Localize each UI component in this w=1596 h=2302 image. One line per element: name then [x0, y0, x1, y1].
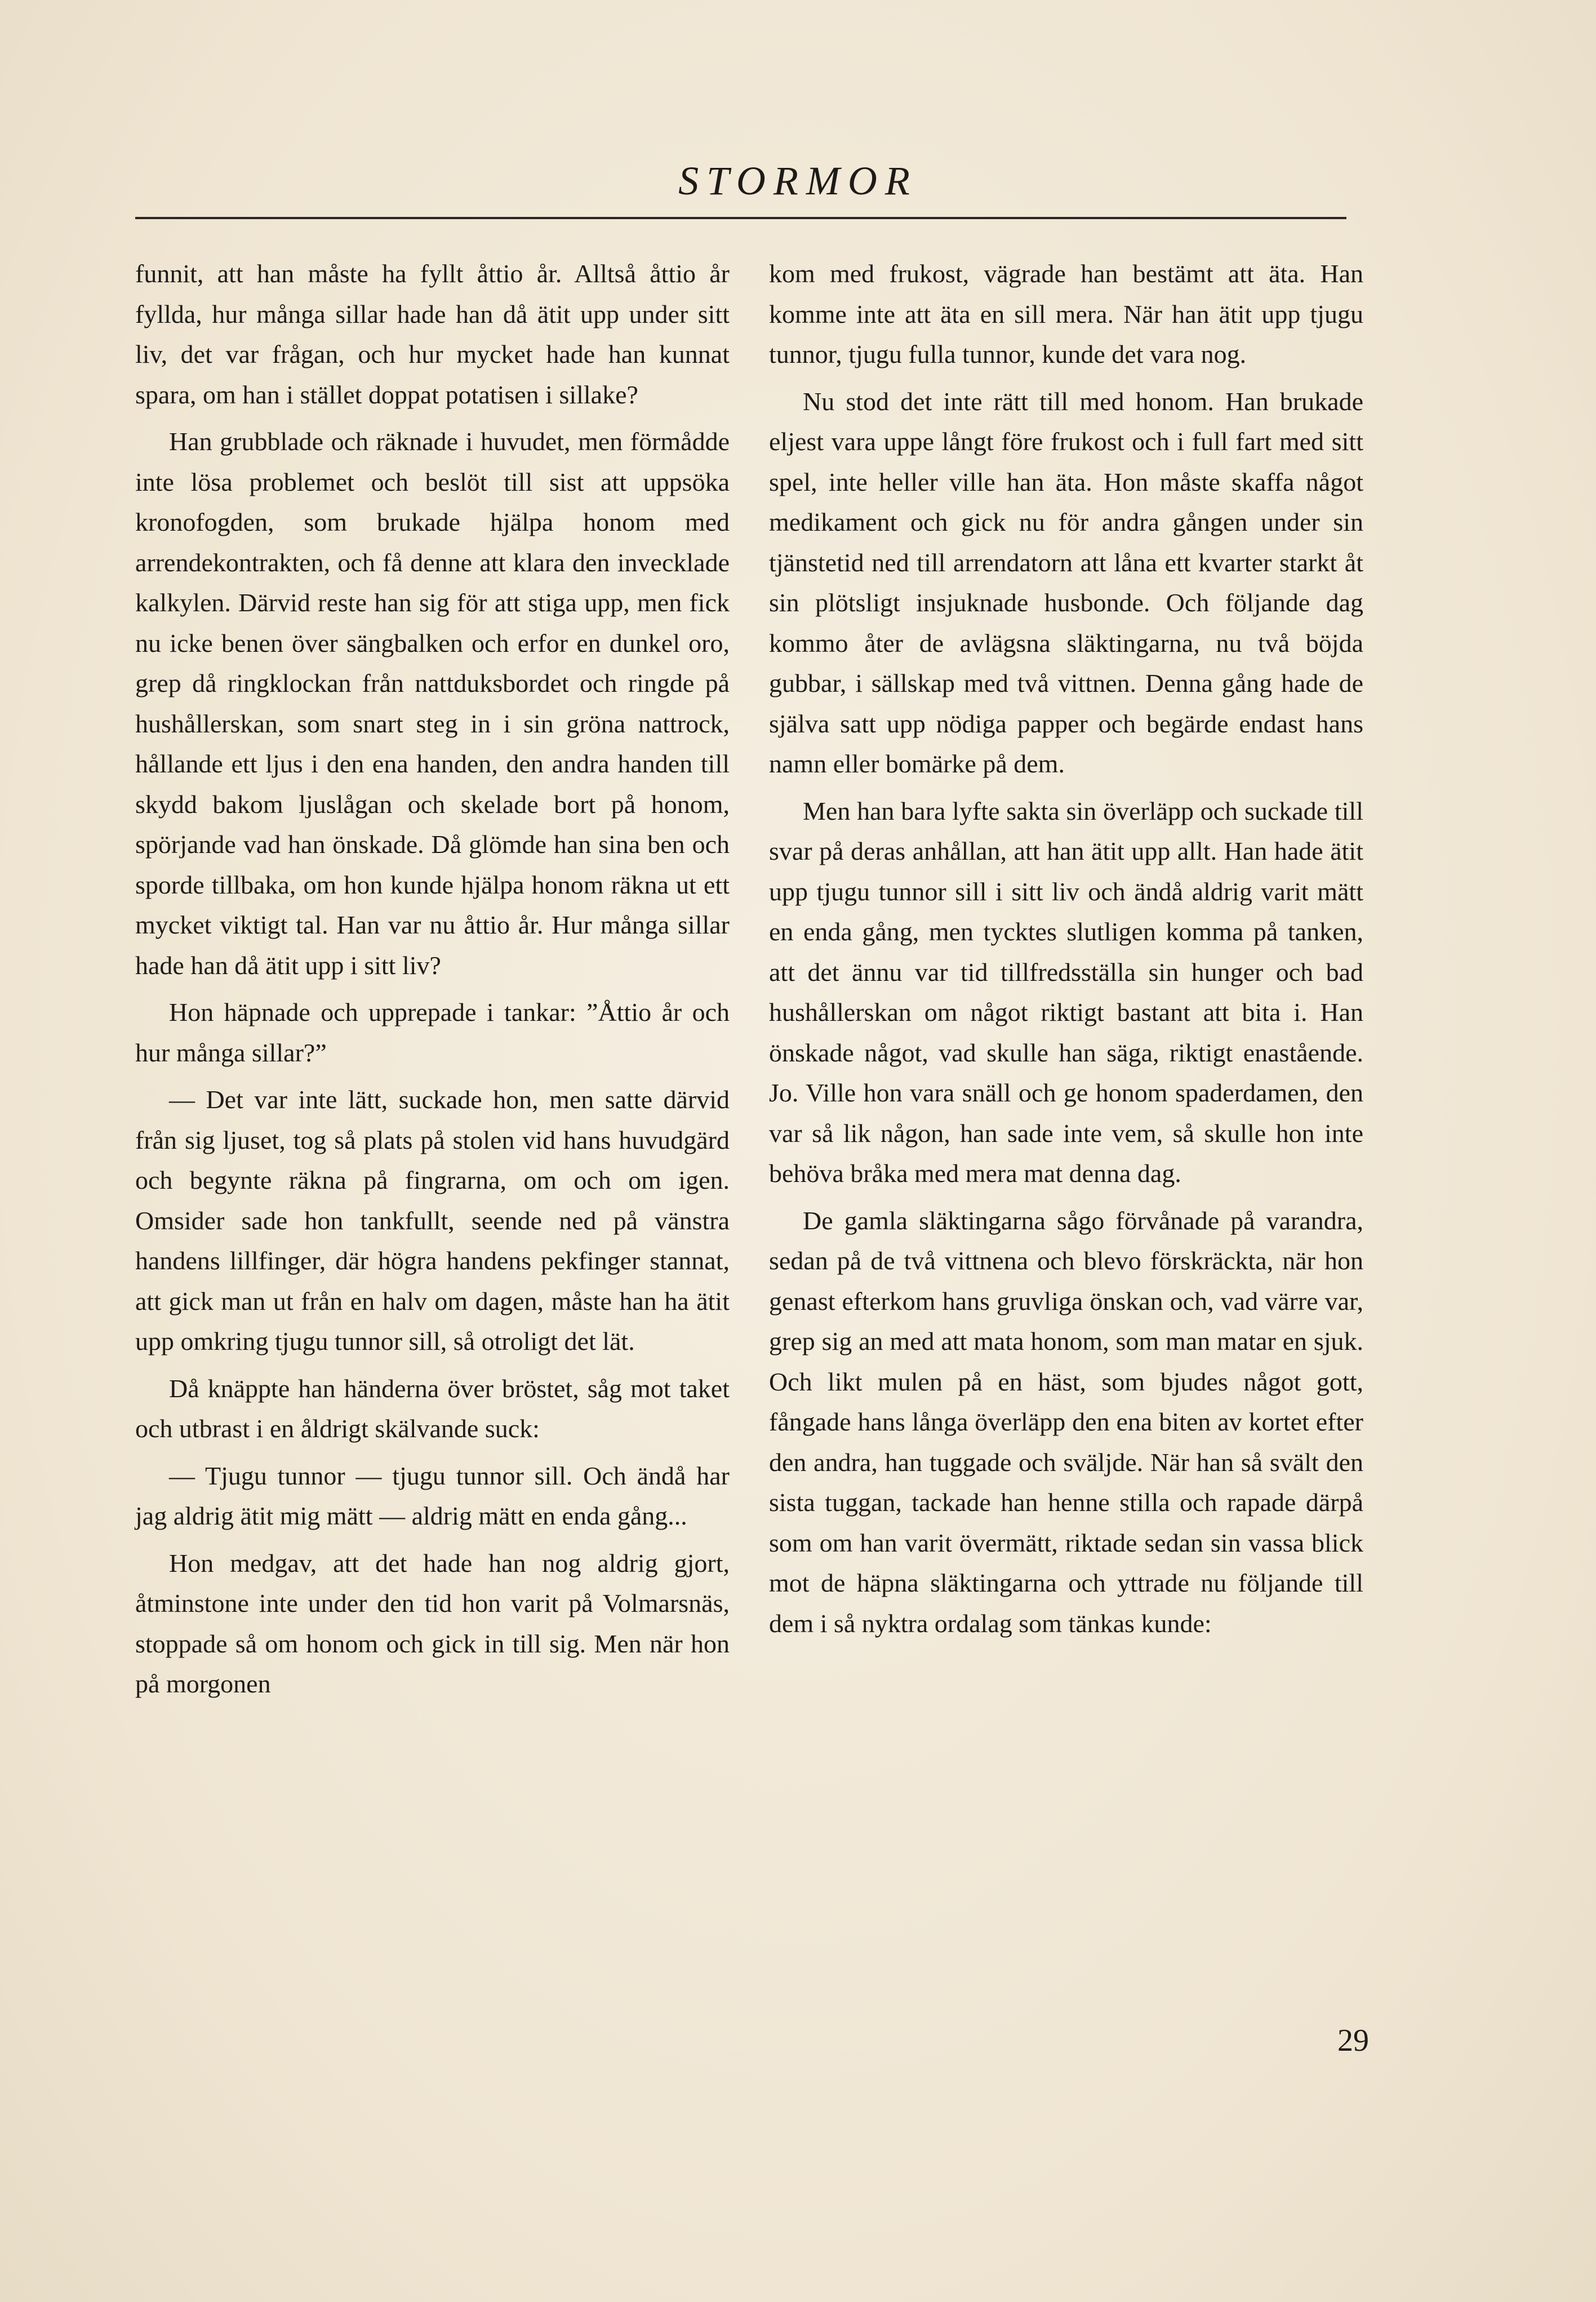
- paragraph: Hon medgav, att det hade han nog aldrig gjort, åtminstone inte under den tid hon varit på Volmarsnäs, stoppade så om honom och gick in till sig. Men när hon på morgonen: [135, 1548, 730, 1698]
- running-head-title: STORMOR: [678, 158, 918, 203]
- text-column-right: [769, 254, 1363, 1650]
- paragraph: — Tjugu tunnor — tjugu tunnor sill. Och ändå har jag aldrig ätit mig mätt — aldrig mätt en enda gång...: [135, 1461, 730, 1530]
- paragraph: Han grubblade och räknade i huvudet, men förmådde inte lösa problemet och beslöt till sist att uppsöka kronofogden, som brukade hjälpa honom med arrendekontrakten, och få denne att klara den invecklade kalkylen. Därvid reste han sig för att stiga upp, men fick nu icke benen över sängbalken och erfor en dunkel oro, grep då ringklockan från nattduksbordet och ringde på hushållerskan, som snart steg in i sin gröna nattrock, hållande ett ljus i den ena handen, den andra handen till skydd bakom ljuslågan och skelade bort på honom, spörjande vad han önskade. Då glömde han sina ben och sporde tillbaka, om hon kunde hjälpa honom räkna ut ett mycket viktigt tal. Han var nu åttio år. Hur många sillar hade han då ätit upp i sitt liv?: [135, 427, 730, 980]
- paragraph: — Det var inte lätt, suckade hon, men satte därvid från sig ljuset, tog så plats på stolen vid hans huvudgärd och begynte räkna på fingrarna, om och om igen. Omsider sade hon tankfullt, seende ned på vänstra handens lillfinger, där högra handens pekfinger stannat, att gick man ut från en halv om dagen, måste han ha ätit upp omkring tjugu tunnor sill, så otroligt det lät.: [135, 1085, 730, 1356]
- header-rule: [135, 217, 1346, 219]
- paragraph: funnit, att han måste ha fyllt åttio år. Alltså åttio år fyllda, hur många sillar hade han då ätit upp under sitt liv, det var frågan, och hur mycket hade han kunnat spara, om han i stället doppat potatisen i sillake?: [135, 259, 730, 409]
- paragraph: Nu stod det inte rätt till med honom. Han brukade eljest vara uppe långt före frukost och i full fart med sitt spel, inte heller ville han äta. Hon måste skaffa något medikament och gick nu för andra gången under sin tjänstetid ned till arrendatorn att låna ett kvarter starkt åt sin plötsligt insjuknade husbonde. Och följande dag kommo åter de avlägsna släktingarna, nu två böjda gubbar, i sällskap med två vittnen. Denna gång hade de själva satt upp nödiga papper och begärde endast hans namn eller bomärke på dem.: [769, 386, 1363, 778]
- text-column-left: [135, 254, 730, 1711]
- paragraph: Hon häpnade och upprepade i tankar: ”Åttio år och hur många sillar?”: [135, 998, 730, 1067]
- paragraph: Då knäppte han händerna över bröstet, såg mot taket och utbrast i en åldrigt skälvande suck:: [135, 1374, 730, 1443]
- page-number: 29: [1337, 2023, 1369, 2058]
- paragraph: De gamla släktingarna sågo förvånade på varandra, sedan på de två vittnena och blevo förskräckta, när hon genast efterkom hans gruvliga önskan och, vad värre var, grep sig an med att mata honom, som man matar en sjuk. Och likt mulen på en häst, som bjudes något gott, fångade hans långa överläpp den ena biten av kortet efter den andra, han tuggade och sväljde. När han så svält den sista tuggan, tackade han henne stilla och rapade därpå som om han varit övermätt, riktade sedan sin vassa blick mot de häpna släktingarna och yttrade nu följande till dem i så nyktra ordalag som tänkas kunde:: [769, 1206, 1363, 1638]
- paragraph: kom med frukost, vägrade han bestämt att äta. Han komme inte att äta en sill mera. När han ätit upp tjugu tunnor, tjugu fulla tunnor, kunde det vara nog.: [769, 259, 1363, 368]
- paragraph: Men han bara lyfte sakta sin överläpp och suckade till svar på deras anhållan, att han ätit upp allt. Han hade ätit upp tjugu tunnor sill i sitt liv och ändå aldrig varit mätt en enda gång, men tycktes slutligen komma på tanken, att det ännu var tid tillfredsställa sin hunger och bad hushållerskan om något riktigt bastant att bita i. Han önskade något, vad skulle han säga, riktigt enastående. Jo. Ville hon vara snäll och ge honom spaderdamen, den var så lik någon, han sade inte vem, så skulle hon inte behöva bråka med mera mat denna dag.: [769, 796, 1363, 1188]
